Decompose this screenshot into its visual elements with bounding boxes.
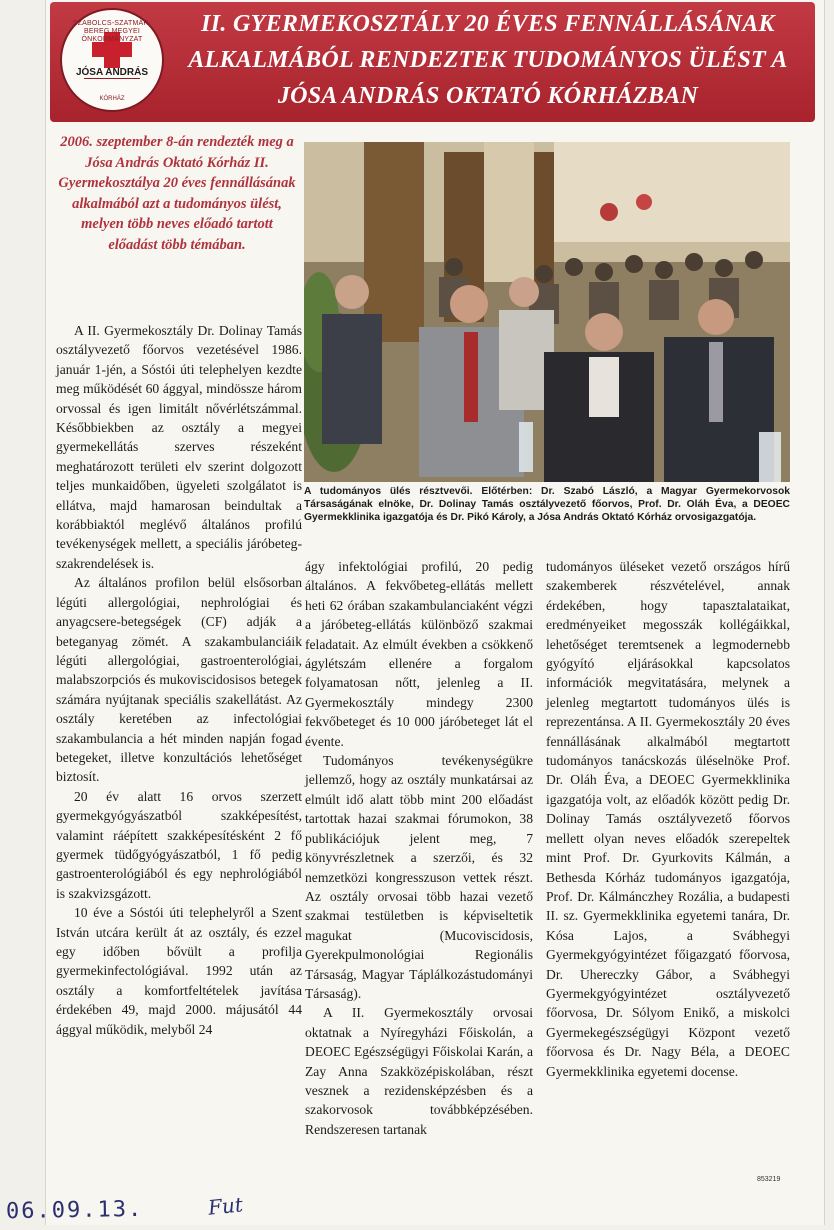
headline-line-2: ALKALMÁBÓL RENDEZTEK TUDOMÁNYOS ÜLÉST A	[188, 47, 788, 73]
article-column-2	[305, 557, 533, 1139]
article-headline	[168, 6, 808, 114]
headline-line-1: II. GYERMEKOSZTÁLY 20 ÉVES FENNÁLLÁSÁNAK	[201, 11, 775, 37]
paragraph: tudományos üléseket vezető országos hírű szakemberek részvételével, annak érdekében, hogy tapasztalataikat, eredményeiket megosszák kollégáikkal, lehetőséget teremtsenek a legmodernebb gyógyító eljárásokkal kapcsolatos információk megvitatására, melynek a jelenleg megtartott tudományos ülés is reprezentánsa. A II. Gyermekosztály 20 éves fennállásának alkalmából megtartott tudományos tanácskozás üléselnöke Prof. Dr. Oláh Éva, a DEOEC Gyermekklinika igazgatója volt, az előadók között pedig Dr. Dolinay Tamás osztályvezető főorvos mellett olyan neves előadók szerepeltek mint Prof. Dr. Gyurkovits Kálmán, a Bethesda Kórház tudományos igazgatója, Prof. Dr. Kálmánczhey Rozália, a budapesti II. sz. Gyermekklinika egyetemi tanára, Dr. Kósa Lajos, a Svábhegyi Gyermekgyógyintézet főigazgató főorvosa, Dr. Uhereczky Gábor, a Svábhegyi Gyermekgyógyintézet osztályvezető főorvosa, Dr. Sólyom Enikő, a miskolci Gyermekegészségügyi Központ vezető főorvosa és Dr. Nagy Béla, a DEOEC Gyermekklinika egyetemi docense.	[546, 559, 790, 1079]
clip-code: 853219	[757, 1176, 781, 1183]
lead-paragraph: 2006. szeptember 8-án rendezték meg a Jósa András Oktató Kórház II. Gyermekosztálya 20 éves fennállásának alkalmából azt a tudományos ülést, melyen több neves előadó tartott előadást több témában.	[58, 134, 296, 253]
logo-name: JÓSA ANDRÁS	[75, 67, 149, 78]
headline-line-3: JÓSA ANDRÁS OKTATÓ KÓRHÁZBAN	[277, 83, 699, 109]
audience-photo-illustration	[304, 142, 790, 482]
handwritten-date: 06.09.13.	[5, 1196, 144, 1225]
paragraph: Az általános profilon belül elsősorban légúti allergológiai, nephrológiai és anyagcsere-betegségek (CF) adják a beteganyag zömét. A szakambulanciáik légúti allergológiai, gastroenterológiai, malabszorpciós és mukoviscidosisos betegek számára nyújtanak speciális szakellátást. Az osztály keretében az infectológiai szakambulancia a hét minden napján fogad betegeket, illetve konzultációs lehetőséget biztosít.	[56, 575, 302, 785]
logo-bottom-text: KÓRHÁZ	[99, 96, 125, 102]
photo-caption: A tudományos ülés résztvevői. Előtérben: Dr. Szabó László, a Magyar Gyermekorvosok Társaságának elnöke, Dr. Dolinay Tamás osztályvezető főorvos, Prof. Dr. Oláh Éva, a DEOEC Gyermekklinika igazgatója és Dr. Pikó Károly, a Jósa András Oktató Kórház orvosigazgatója.	[304, 486, 790, 523]
paragraph: Tudományos tevékenységükre jellemző, hogy az osztály munkatársai az elmúlt idő alatt több mint 200 előadást tartottak hazai szakmai fórumokon, 38 publikációjuk jelent meg, 7 könyvrészletnek a szerzői, és 32 nemzetközi kongresszuson vettek részt. Az osztály orvosai több hazai vezető szakmai testületben is képviseltetik magukat (Mucoviscidosis, Gyerekpulmonológiai Regionális Társaság, Magyar Táplálkozástudományi Társaság).	[305, 753, 533, 1001]
article-column-1	[56, 321, 302, 1039]
article-column-3	[546, 557, 790, 1081]
paragraph: A II. Gyermekosztály Dr. Dolinay Tamás osztályvezető főorvos vezetésével 1986. január 1-jén, a Sóstói úti telephelyen kezdte meg működését 60 ággyal, mindössze három orvossal és igen limitált nővérlétszámmal. Későbbiekben az osztály a megyei gyermekellátás szerves részeként meghatározott területi elv szerint dolgozott teljes munkaidőben, ügyeleti szolgálatot is ellátva, majd hamarosan beindultak a korábbiaktól meglévő általános profilú tevékenységek mellett, a speciális járóbeteg-szakrendelések is.	[56, 323, 302, 571]
paragraph: 20 év alatt 16 orvos szerzett gyermekgyógyászatból szakképesítést, valamint ráépített szakképesítésként 2 fő gyermek tüdőgyógyászatból, 1 fő pedig gastroenterológiából és egy nephrológiából is szakvizsgázott.	[56, 788, 302, 901]
logo-arc-text: SZABOLCS-SZATMÁR-BEREG MEGYEI ÖNKORMÁNYZAT	[72, 20, 152, 43]
paragraph: A II. Gyermekosztály orvosai oktatnak a Nyíregyházi Főiskolán, a DEOEC Egészségügyi Főiskolai Karán, a Zay Anna Szakközépiskolában, részt vesznek a rezidensképzésben és a szakorvosok továbbképzésében. Rendszeresen tartanak	[305, 1005, 533, 1137]
paragraph: 10 éve a Sóstói úti telephelyről a Szent István utcára került át az osztály, és ezzel egy időben bővült a profilja gyermekinfectológiával. 1992 után az osztály a komfortfeltételek javítása érdekében 49, majd 2000. májusától 44 ággyal működik, melyből 24	[56, 905, 302, 1037]
hospital-logo	[60, 8, 164, 112]
handwritten-note: Fut	[206, 1192, 244, 1220]
paragraph: ágy infektológiai profilú, 20 pedig általános. A fekvőbeteg-ellátás mellett heti 62 órában szakambulanciaként végzi a járóbeteg-ellátás különböző szakmai feladatait. Az elmúlt években a csökkenő ágylétszám ellenére a forgalom folyamatosan nőtt, jelenleg a II. Gyermekosztály mindegy 2300 fekvőbeteget és 10 000 járóbeteget lát el évente.	[305, 559, 533, 749]
article-photo	[304, 142, 790, 482]
